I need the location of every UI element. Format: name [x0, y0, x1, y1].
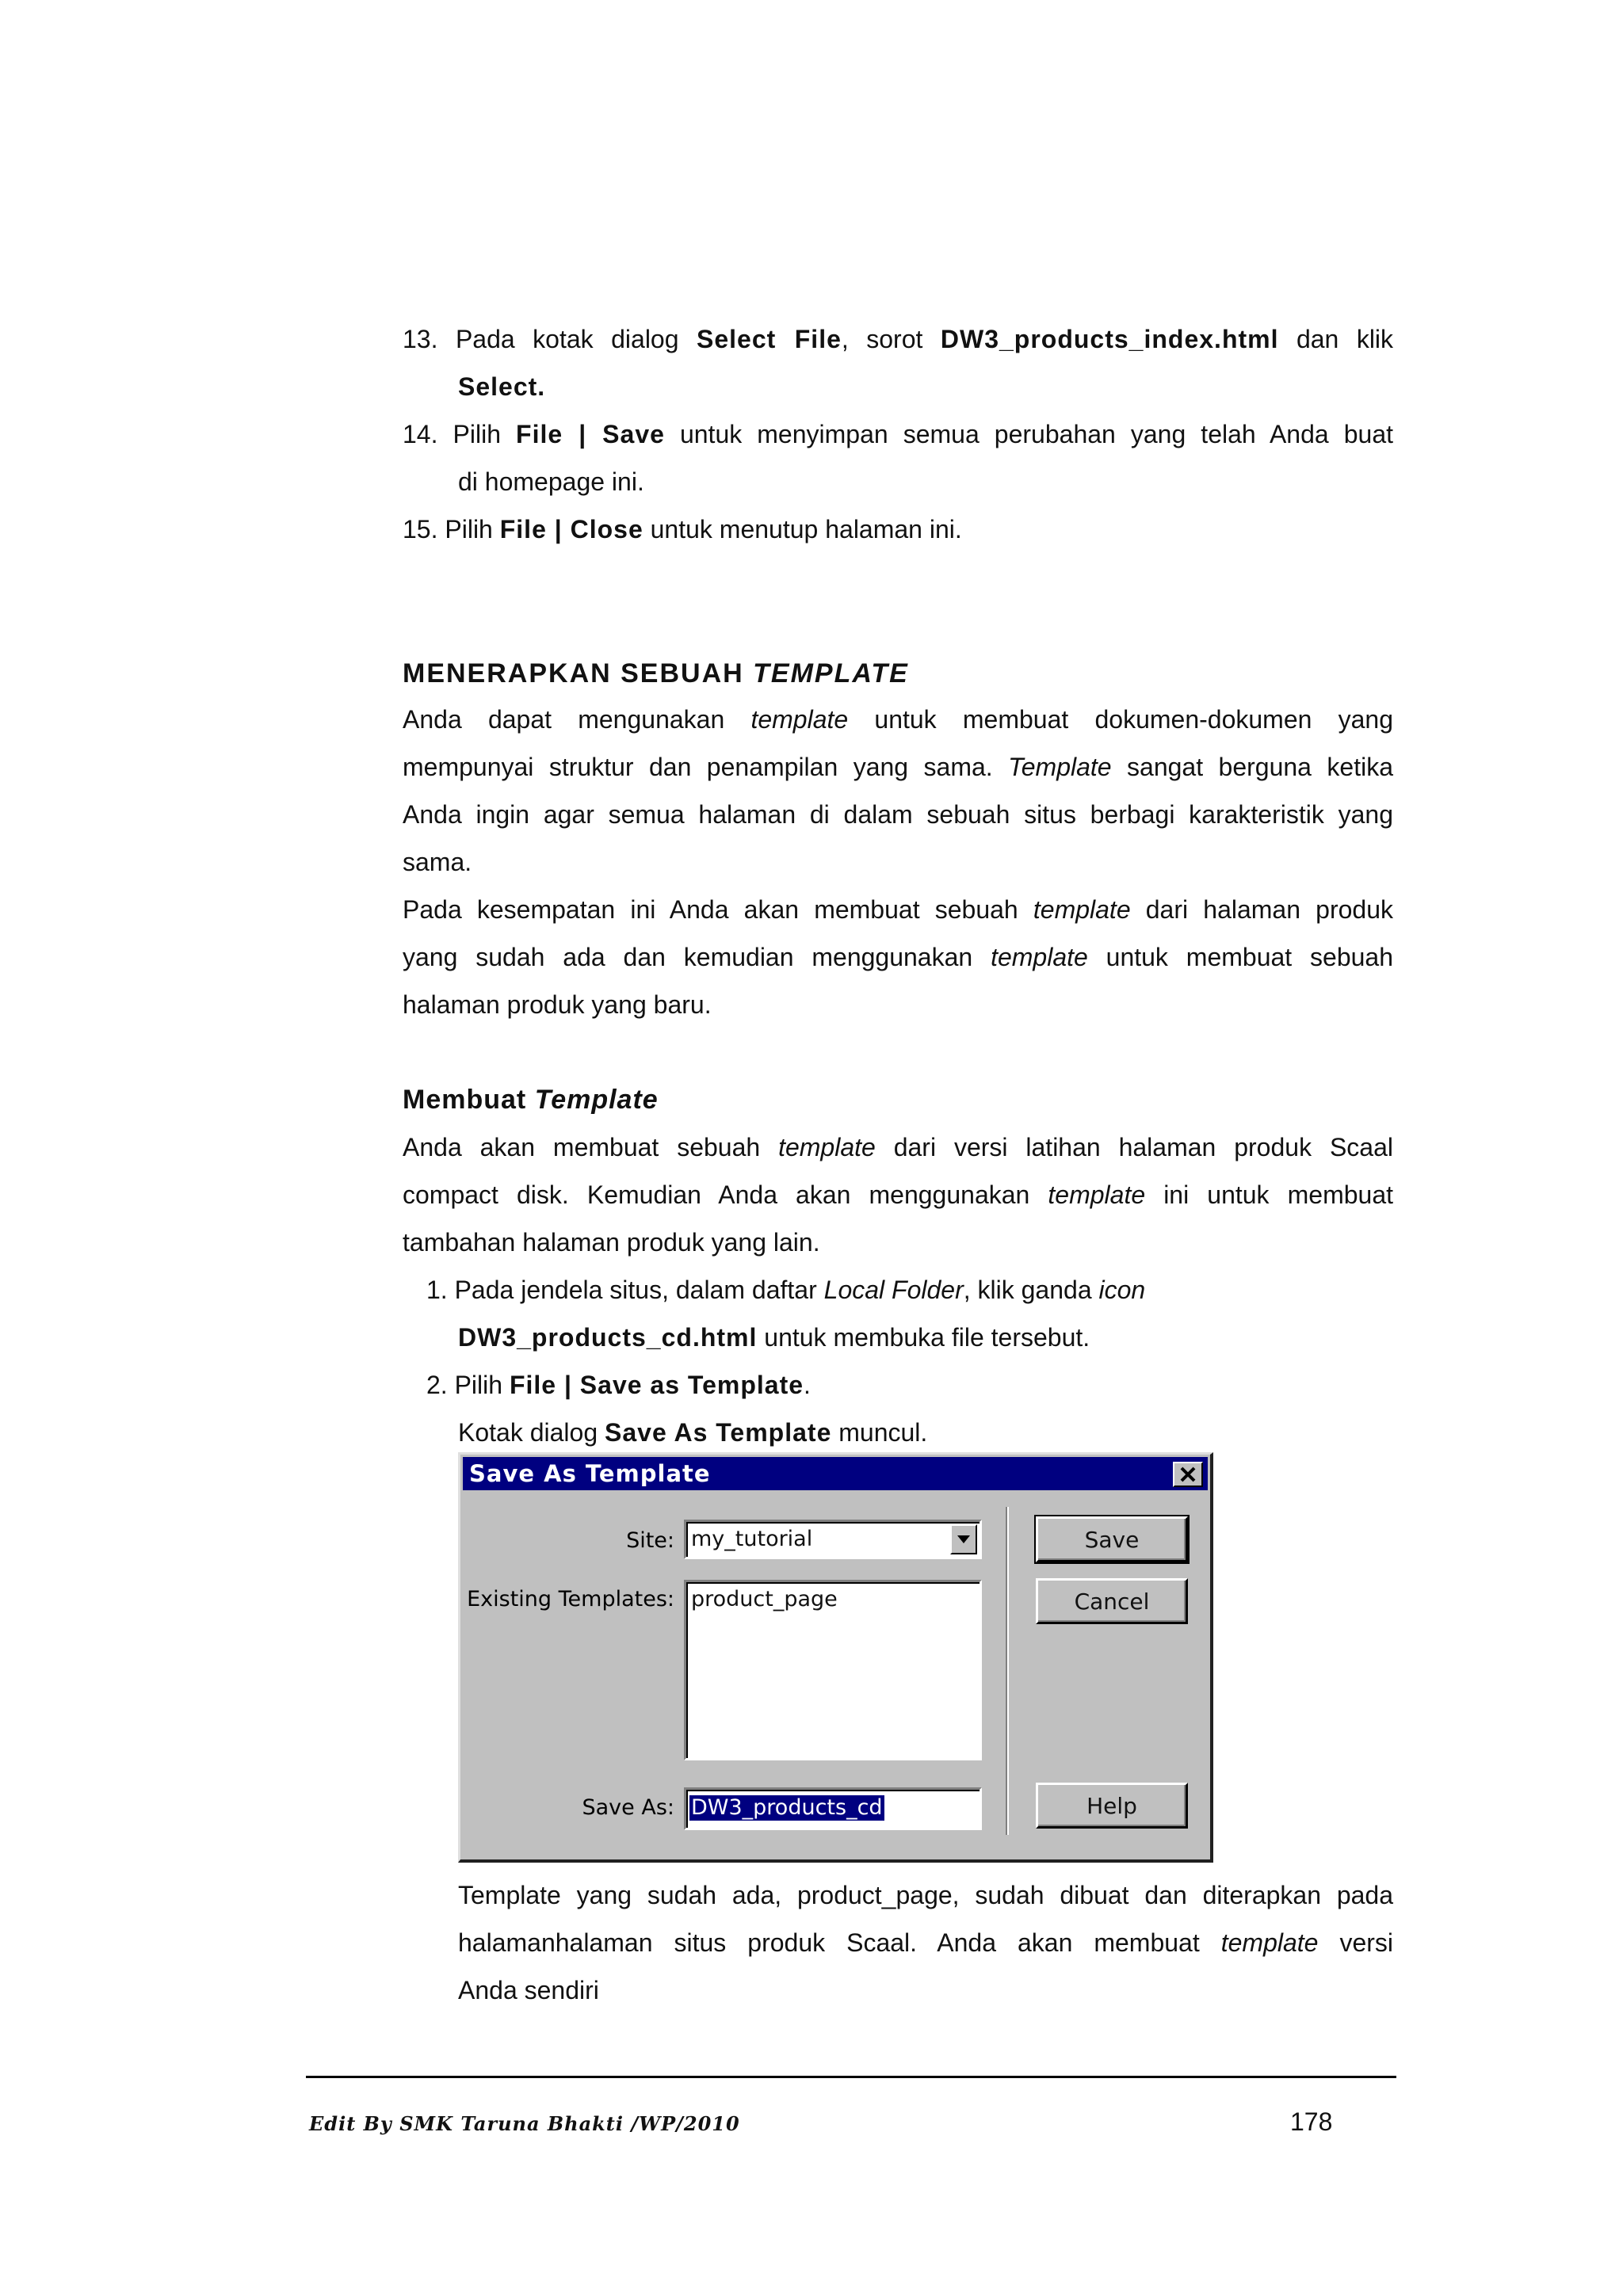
subsection-heading: Membuat Template [403, 1085, 659, 1115]
step-13-line-1: 13. Pada kotak dialog Select File, sorot DW3_products_index.html dan klik [403, 325, 1394, 353]
step-14-line-1: 14. Pilih File | Save untuk menyimpan semua perubahan yang telah Anda buat [403, 420, 1394, 448]
subsection-p-line-2: compact disk. Kemudian Anda akan menggunakan template ini untuk membuat [403, 1180, 1393, 1209]
dialog-titlebar [463, 1457, 1208, 1490]
vertical-separator [1006, 1507, 1009, 1835]
after-line-2: halamanhalaman situs produk Scaal. Anda akan membuat template versi [458, 1928, 1393, 1957]
sub-step-2-line-1: 2. Pilih File | Save as Template. [426, 1371, 811, 1399]
list-item[interactable]: product_page [691, 1587, 838, 1611]
site-label: Site: [626, 1528, 674, 1553]
save-as-label: Save As: [582, 1795, 674, 1820]
chevron-down-icon [957, 1535, 971, 1544]
save-button[interactable]: Save [1036, 1516, 1188, 1562]
section-p1-line-2: mempunyai struktur dan penampilan yang sama. Template sangat berguna ketika [403, 753, 1394, 781]
cancel-button[interactable]: Cancel [1036, 1578, 1188, 1624]
help-button[interactable]: Help [1036, 1783, 1188, 1829]
existing-templates-list[interactable] [684, 1580, 982, 1760]
save-as-input[interactable] [684, 1787, 982, 1830]
step-14-line-2: di homepage ini. [458, 467, 644, 496]
save-as-template-dialog [458, 1452, 1213, 1863]
sub-step-1-line-2: DW3_products_cd.html untuk membuka file tersebut. [458, 1323, 1090, 1352]
page-number: 178 [1290, 2107, 1333, 2136]
footer-divider [306, 2076, 1396, 2078]
subsection-p-line-1: Anda akan membuat sebuah template dari versi latihan halaman produk Scaal [403, 1133, 1393, 1161]
section-heading: MENERAPKAN SEBUAH TEMPLATE [403, 658, 909, 688]
step-13-line-2: Select. [458, 372, 546, 401]
section-p1-line-1: Anda dapat mengunakan template untuk membuat dokumen-dokumen yang [403, 705, 1393, 734]
sub-step-2-line-2: Kotak dialog Save As Template muncul. [458, 1418, 928, 1447]
dialog-title: Save As Template [469, 1460, 711, 1487]
subsection-p-line-3: tambahan halaman produk yang lain. [403, 1228, 820, 1257]
section-p1-line-3: Anda ingin agar semua halaman di dalam sebuah situs berbagi karakteristik yang [403, 800, 1393, 829]
after-line-3: Anda sendiri [458, 1976, 599, 2004]
site-dropdown[interactable] [684, 1520, 982, 1559]
after-line-1: Template yang sudah ada, product_page, sudah dibuat dan diterapkan pada [458, 1881, 1393, 1909]
site-value: my_tutorial [691, 1527, 813, 1551]
step-15: 15. Pilih File | Close untuk menutup halaman ini. [403, 515, 962, 543]
close-button[interactable] [1173, 1462, 1203, 1487]
save-as-value: DW3_products_cd [691, 1795, 883, 1820]
dropdown-arrow-button[interactable] [950, 1524, 977, 1554]
section-p2-line-1: Pada kesempatan ini Anda akan membuat sebuah template dari halaman produk [403, 895, 1394, 924]
section-p2-line-3: halaman produk yang baru. [403, 990, 712, 1019]
sub-step-1-line-1: 1. Pada jendela situs, dalam daftar Local Folder, klik ganda icon [426, 1276, 1146, 1304]
footer-credit: Edit By SMK Taruna Bhakti /WP/2010 [309, 2112, 740, 2135]
existing-templates-label: Existing Templates: [467, 1587, 674, 1611]
section-p2-line-2: yang sudah ada dan kemudian menggunakan template untuk membuat sebuah [403, 943, 1394, 971]
section-p1-line-4: sama. [403, 848, 472, 876]
close-icon [1179, 1466, 1197, 1482]
